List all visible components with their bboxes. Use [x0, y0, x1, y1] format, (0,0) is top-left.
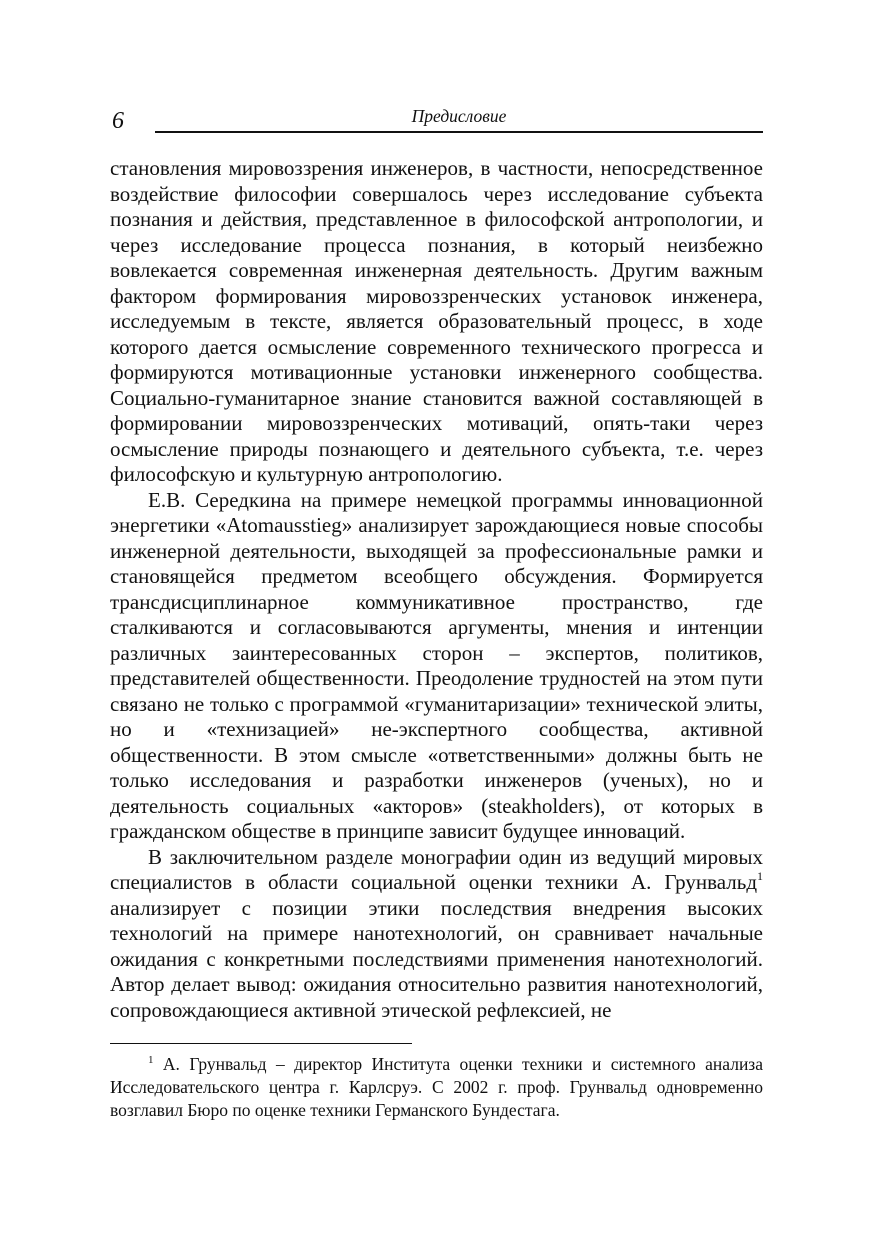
body-text — [110, 156, 763, 1023]
header-rule — [155, 131, 763, 133]
paragraph-3 — [110, 845, 763, 1024]
footnote-separator — [110, 1043, 412, 1044]
running-title: Предисловие — [411, 106, 507, 126]
paragraph-3-text-start: В заключительном разделе монографии один из ведущий мировых специалистов в области социальной оценки техники А. Грунвальд — [110, 844, 763, 894]
page-number: 6 — [112, 108, 124, 134]
page-header — [110, 100, 763, 136]
footnote-marker: 1 — [148, 1054, 154, 1066]
footnote-text: А. Грунвальд – директор Института оценки техники и системного анализа Исследовательского центра г. Карлсруэ. С 2002 г. проф. Грунвальд одновременно возглавил Бюро по оценке техники Германского Бундестага. — [110, 1054, 763, 1120]
footnote — [110, 1053, 763, 1122]
paragraph-2: Е.В. Середкина на примере немецкой программы инновационной энергетики «Atomausstieg» анализирует зарождающиеся новые способы инженерной деятельности, выходящей за профессиональные рамки и становящейся предметом всеобщего обсуждения. Формируется трансдисциплинарное коммуникативное пространство, где сталкиваются и согласовываются аргументы, мнения и интенции различных заинтересованных сторон – экспертов, политиков, представителей общественности. Преодоление трудностей на этом пути связано не только с программой «гуманитаризации» технической элиты, но и «технизацией» не-экспертного сообщества, активной общественности. В этом смысле «ответственными» должны быть не только исследования и разработки инженеров (ученых), но и деятельность социальных «акторов» (steakholders), от которых в гражданском обществе в принципе зависит будущее инноваций. — [110, 487, 763, 843]
paragraph-3-text-end: анализирует с позиции этики последствия внедрения высоких технологий на примере нанотехнологий, он сравнивает начальные ожидания с конкретными последствиями применения нанотехнологий. Автор делает вывод: ожидания относительно развития нанотехнологий, сопровождающиеся активной этической рефлексией, не — [110, 895, 763, 1022]
footnote-reference[interactable]: 1 — [757, 869, 763, 883]
paragraph-1: становления мировоззрения инженеров, в частности, непосредственное воздействие философии совершалось через исследование субъекта познания и действия, представленное в философской антропологии, и через исследование процесса познания, в который неизбежно вовлекается современная инженерная деятельность. Другим важным фактором формирования мировоззренческих установок инженера, исследуемым в тексте, является образовательный процесс, в ходе которого дается осмысление современного технического прогресса и формируются мотивационные установки инженерного сообщества. Социально-гуманитарное знание становится важной составляющей в формировании мировоззренческих мотиваций, опять-таки через осмысление природы познающего и деятельного субъекта, т.е. через философскую и культурную антропологию. — [110, 156, 763, 486]
